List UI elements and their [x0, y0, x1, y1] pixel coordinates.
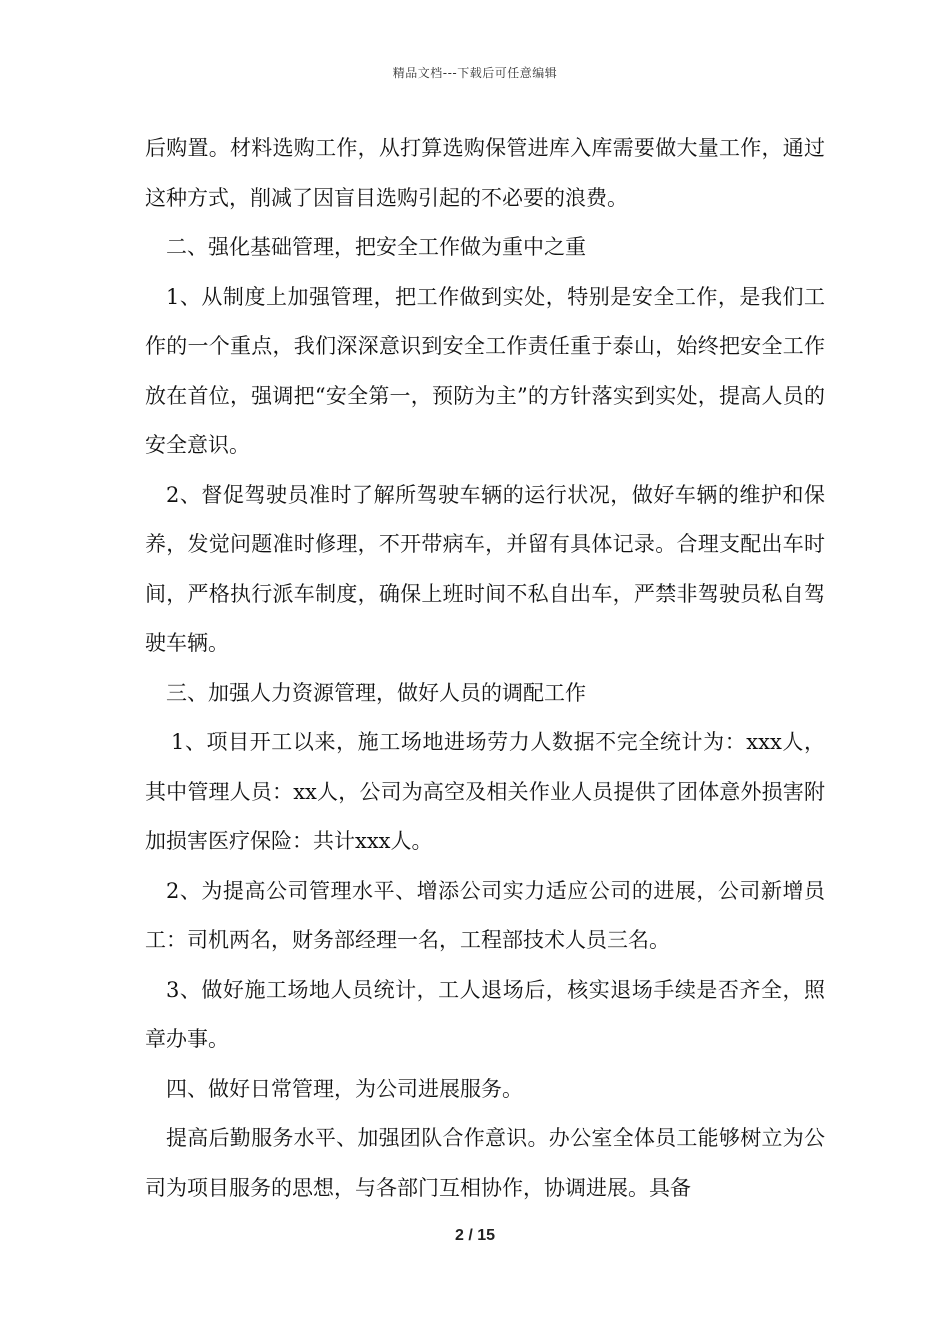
page-number: 2 / 15 — [454, 1227, 496, 1244]
section-heading-2: 二、强化基础管理，把安全工作做为重中之重 — [166, 235, 586, 259]
paragraph-safety-1: 1、从制度上加强管理，把工作做到实处，特别是安全工作，是我们工作的一个重点，我们深深意识到安全工作责任重于泰山，始终把安全工作放在首位，强调把“安全第一，预防为主”的方针落实到实处，提高人员的安全意识。 — [145, 284, 825, 457]
section-heading-3: 三、加强人力资源管理，做好人员的调配工作 — [166, 680, 586, 705]
paragraph-hr-3: 3、做好施工场地人员统计，工人退场后，核实退场手续是否齐全，照章办事。 — [145, 977, 825, 1051]
page-header: 精品文档---下载后可任意编辑 — [392, 66, 558, 80]
section-heading-4: 四、做好日常管理，为公司进展服务。 — [166, 1076, 523, 1101]
paragraph-safety-2: 2、督促驾驶员准时了解所驾驶车辆的运行状况，做好车辆的维护和保养，发觉问题准时修理，不开带病车，并留有具体记录。合理支配出车时间，严格执行派车制度，确保上班时间不私自出车，严禁非驾驶员私自驾驶车辆。 — [145, 482, 825, 655]
paragraph-daily-management: 提高后勤服务水平、加强团队合作意识。办公室全体员工能够树立为公司为项目服务的思想，与各部门互相协作，协调进展。具备 — [145, 1126, 825, 1200]
paragraph-hr-2: 2、为提高公司管理水平、增添公司实力适应公司的进展，公司新增员工：司机两名，财务部经理一名，工程部技术人员三名。 — [145, 878, 825, 952]
paragraph-continuation: 后购置。材料选购工作，从打算选购保管进库入库需要做大量工作，通过这种方式，削减了因盲目选购引起的不必要的浪费。 — [145, 136, 825, 210]
document-body — [145, 124, 825, 1213]
paragraph-hr-1: 1、项目开工以来，施工场地进场劳力人数据不完全统计为：xxx人，其中管理人员：xx人，公司为高空及相关作业人员提供了团体意外损害附加损害医疗保险：共计xxx人。 — [145, 730, 825, 853]
